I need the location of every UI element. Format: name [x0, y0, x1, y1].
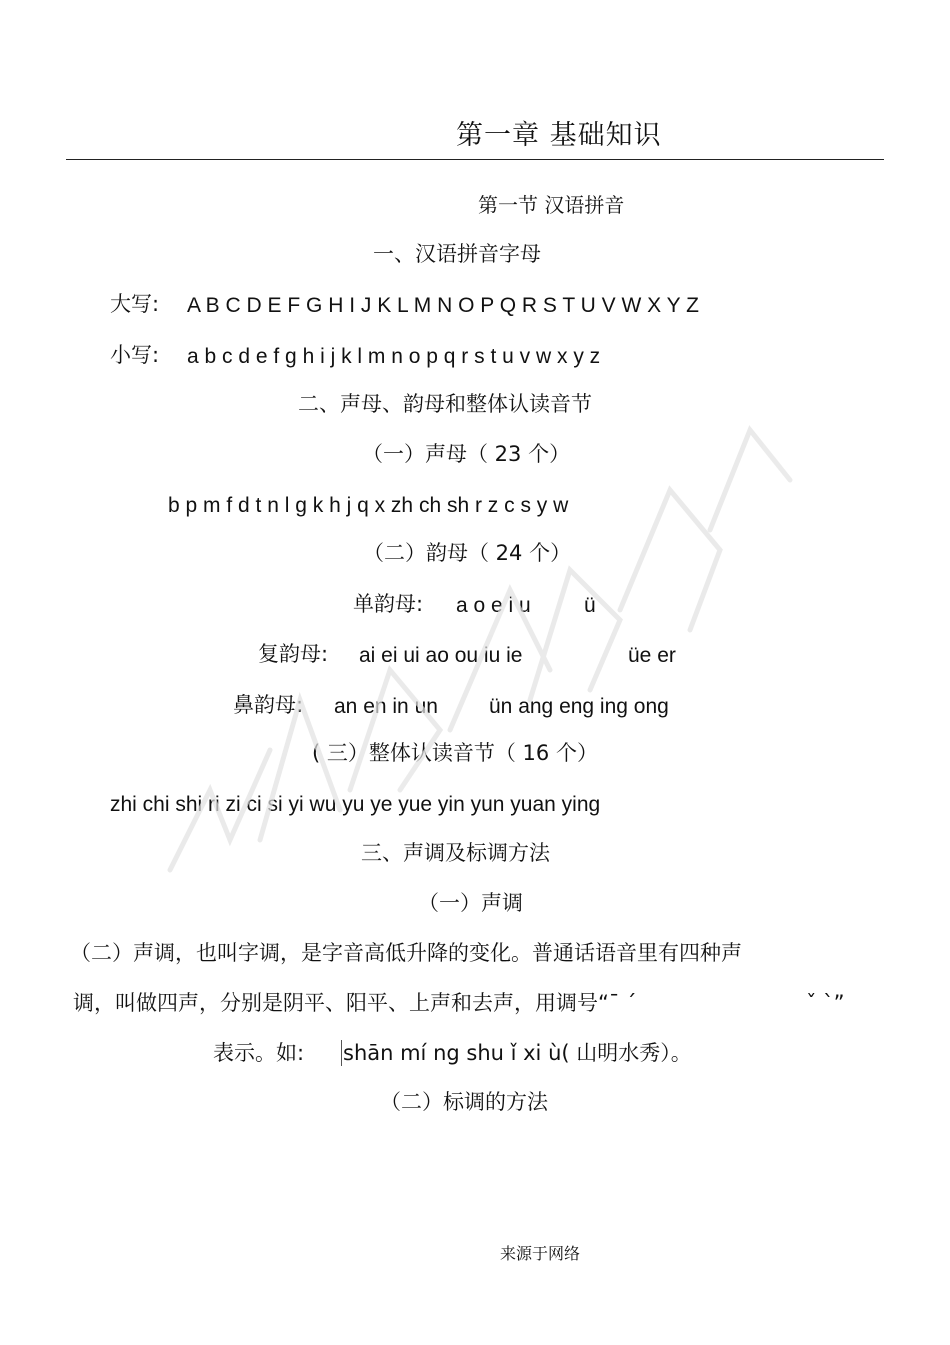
tone-marking-subheading: （二）标调的方法 — [380, 1090, 548, 1114]
nasal-finals-label: 鼻韵母: — [233, 693, 304, 717]
nasal-finals-a: an en in un — [334, 695, 438, 718]
page-footer: 来源于网络 — [500, 1244, 581, 1263]
tones-paragraph-line1: （二）声调，也叫字调，是字音高低升降的变化。普通话语音里有四种声 — [70, 941, 742, 965]
chapter-title: 第一章 基础知识 — [456, 120, 662, 151]
tones-paragraph-line2-end: ˇ ˋ” — [806, 991, 845, 1015]
tones-paragraph-line2: 调，叫做四声，分别是阴平、阳平、上声和去声，用调号“ˉ ˊ — [73, 991, 637, 1015]
initials-list: b p m f d t n l g k h j q x zh ch sh r z c s y w — [168, 494, 569, 517]
single-finals-label: 单韵母: — [353, 592, 424, 616]
nasal-finals-b: ün ang eng ing ong — [489, 695, 669, 718]
part1-heading: 一、汉语拼音字母 — [373, 242, 541, 266]
compound-finals-label: 复韵母: — [258, 642, 329, 666]
whole-syllables-list: zhi chi shi ri zi ci si yi wu yu ye yue yin yun yuan ying — [110, 793, 601, 816]
whole-syllables-heading: ( 三）整体认读音节（ 16 个） — [312, 741, 598, 765]
tones-example-label: 表示。如: — [213, 1041, 305, 1065]
part2-heading: 二、声母、韵母和整体认读音节 — [298, 392, 592, 416]
part3-heading: 三、声调及标调方法 — [361, 841, 550, 865]
tones-example: shān mí ng shu ǐ xi ù( 山明水秀）。 — [343, 1041, 692, 1065]
initials-heading: （一）声母（ 23 个） — [362, 442, 571, 466]
single-finals: a o e i u — [456, 594, 531, 617]
uppercase-letters: A B C D E F G H I J K L M N O P Q R S T U V W X Y Z — [187, 294, 699, 317]
lowercase-letters: a b c d e f g h i j k l m n o p q r s t u v w x y z — [187, 345, 601, 368]
title-divider — [66, 159, 884, 160]
text-caret — [341, 1040, 342, 1066]
finals-heading: （二）韵母（ 24 个） — [363, 541, 572, 565]
lowercase-label: 小写: — [110, 343, 160, 367]
compound-finals-extra: üe er — [628, 644, 676, 667]
compound-finals: ai ei ui ao ou iu ie — [359, 644, 523, 667]
uppercase-label: 大写: — [110, 292, 160, 316]
section-title: 第一节 汉语拼音 — [478, 193, 625, 217]
tones-subheading: （一）声调 — [418, 891, 523, 915]
single-finals-extra: ü — [584, 594, 596, 617]
